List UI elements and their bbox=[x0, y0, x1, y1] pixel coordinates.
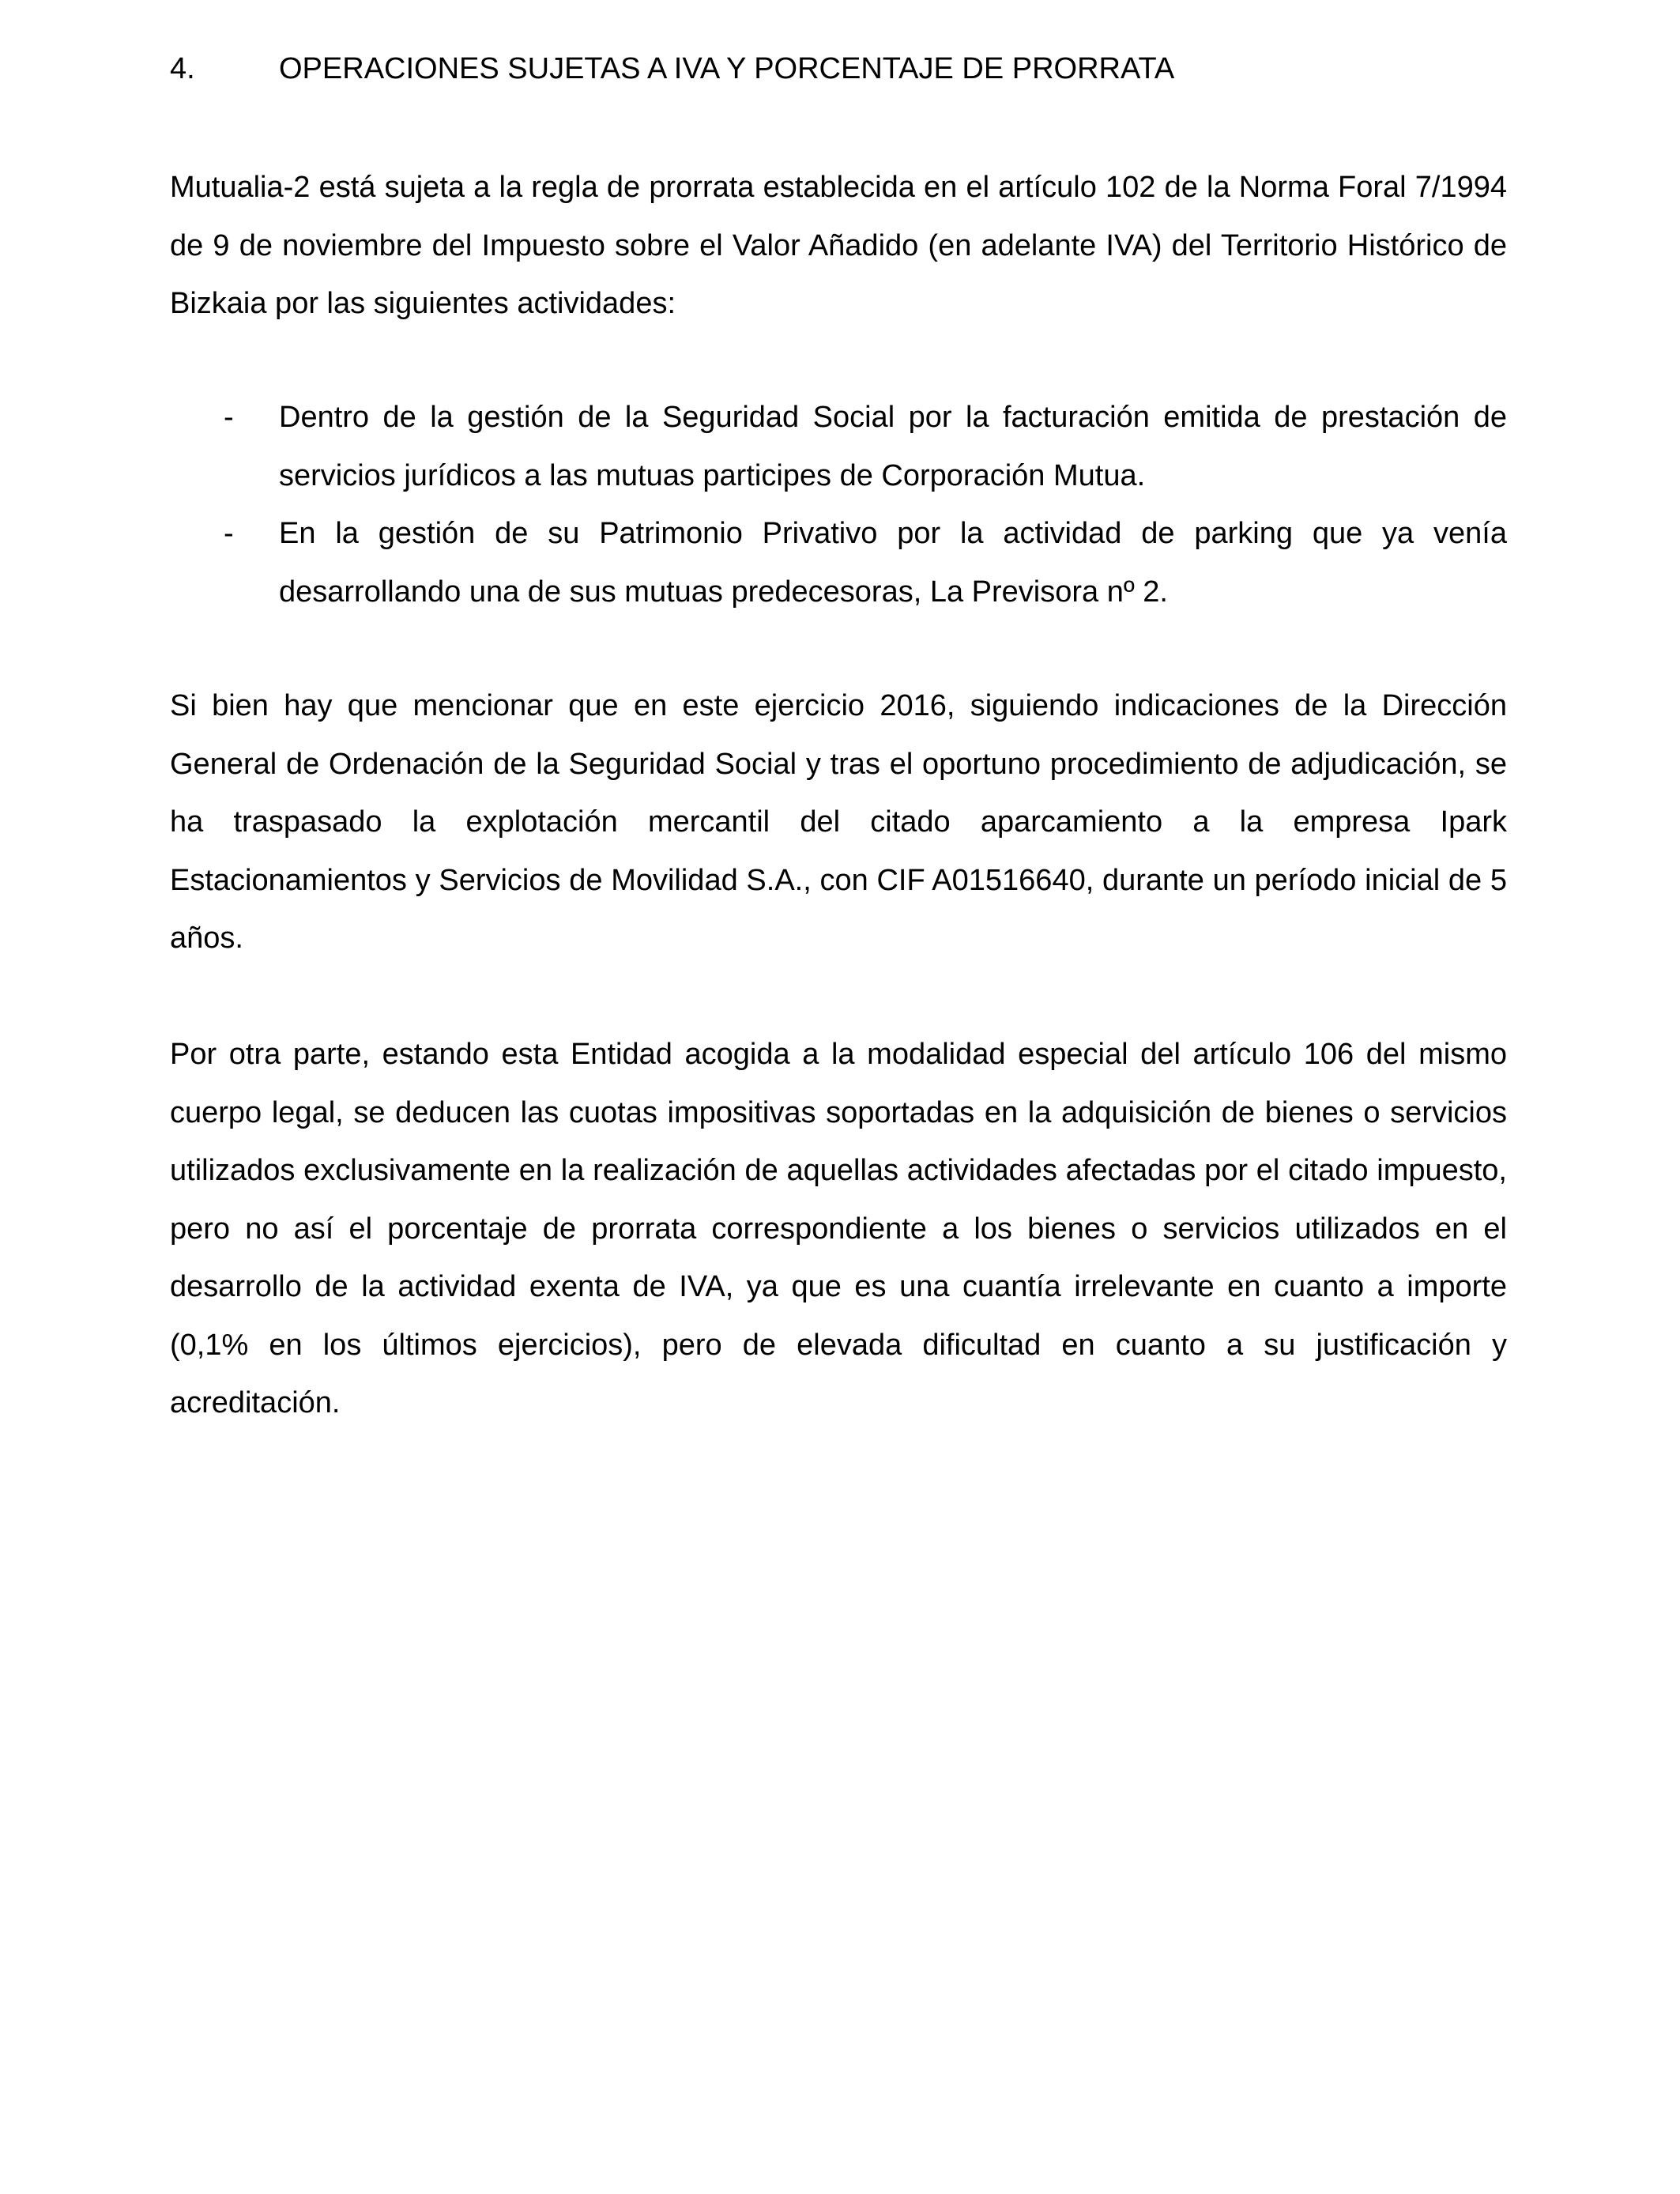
section-heading bbox=[170, 49, 1174, 89]
section-title: OPERACIONES SUJETAS A IVA Y PORCENTAJE DE PRORRATA bbox=[279, 52, 1175, 85]
list-item-text: En la gestión de su Patrimonio Privativo por la actividad de parking que ya venía desarrollando una de sus mutuas predecesoras, La Previsora nº 2. bbox=[279, 517, 1507, 609]
list-item-text: Dentro de la gestión de la Seguridad Social por la facturación emitida de prestación de servicios jurídicos a las mutuas participes de Corporación Mutua. bbox=[279, 401, 1507, 492]
bullet-marker: - bbox=[224, 401, 234, 434]
activity-list bbox=[170, 389, 1507, 621]
bullet-marker: - bbox=[224, 517, 234, 550]
paragraph-parking-transfer: Si bien hay que mencionar que en este ejercicio 2016, siguiendo indicaciones de la Dirección General de Ordenación de la Seguridad Social y tras el oportuno procedimiento de adjudicación, se ha traspasado la explotación mercantil del citado aparcamiento a la empresa Ipark Estacionamientos y Servicios de Movilidad S.A., con CIF A01516640, durante un período inicial de 5 años. bbox=[170, 689, 1507, 955]
paragraph-prorrata-rule: Mutualia-2 está sujeta a la regla de prorrata establecida en el artículo 102 de la Norma Foral 7/1994 de 9 de noviembre del Impuesto sobre el Valor Añadido (en adelante IVA) del Territorio Histórico de Bizkaia por las siguientes actividades: bbox=[170, 171, 1507, 320]
section-number: 4. bbox=[170, 52, 195, 85]
list-item bbox=[170, 505, 1507, 621]
paragraph-deduction-regime: Por otra parte, estando esta Entidad acogida a la modalidad especial del artículo 106 del mismo cuerpo legal, se deducen las cuotas impositivas soportadas en la adquisición de bienes o servicios utilizados exclusivamente en la realización de aquellas actividades afectadas por el citado impuesto, pero no así el porcentaje de prorrata correspondiente a los bienes o servicios utilizados en el desarrollo de la actividad exenta de IVA, ya que es una cuantía irrelevante en cuanto a importe (0,1% en los últimos ejercicios), pero de elevada dificultad en cuanto a su justificación y acreditación. bbox=[170, 1038, 1507, 1419]
list-item bbox=[170, 389, 1507, 505]
